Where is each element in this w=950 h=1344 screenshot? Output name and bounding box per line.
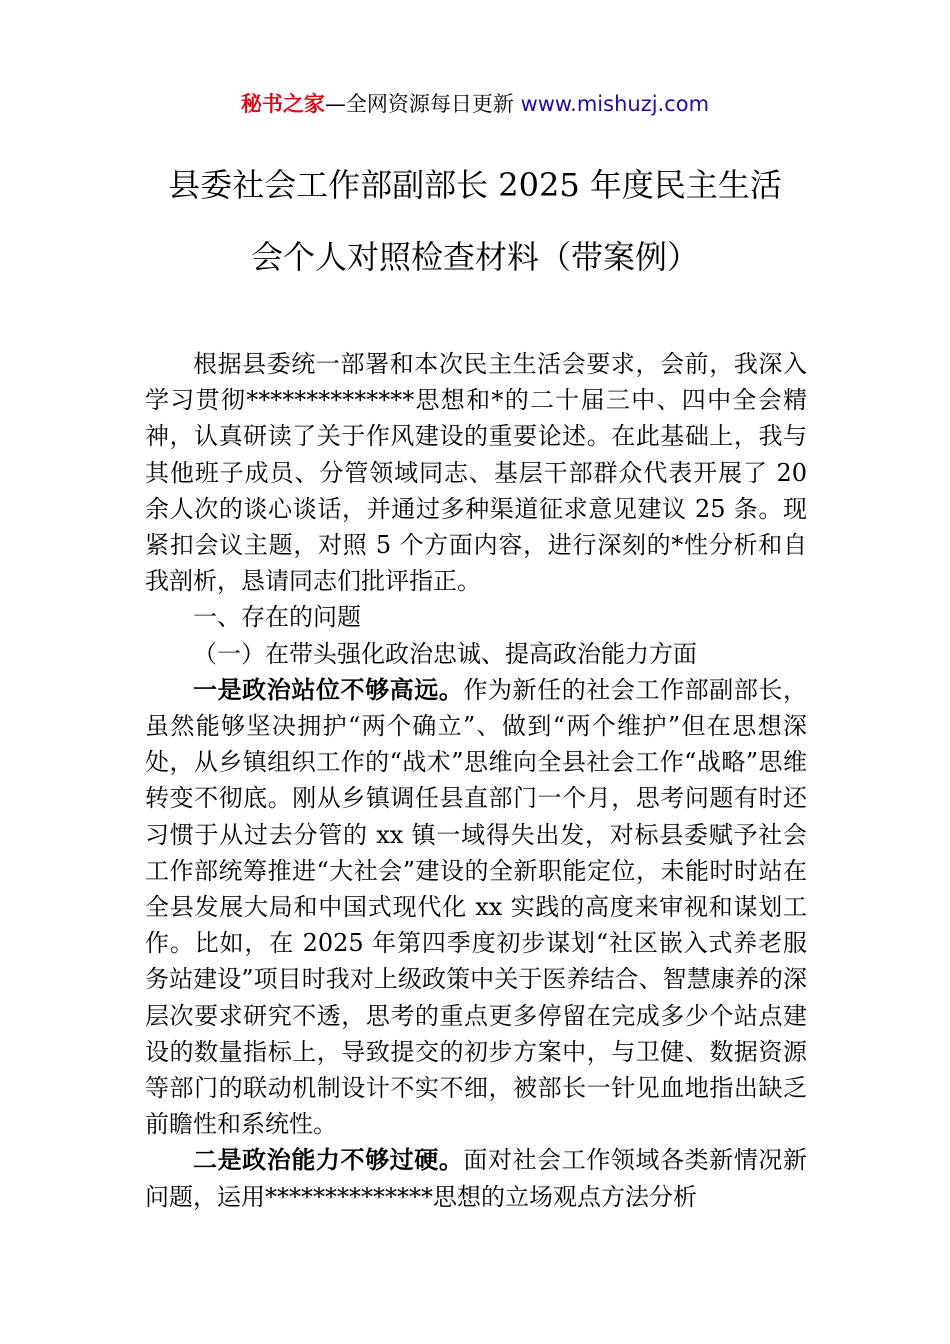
intro-paragraph: 根据县委统一部署和本次民主生活会要求，会前，我深入学习贯彻**************思想和*的二十届三中、四中全会精神，认真研读了关于作风建设的重要论述。在此基础上，我与其他班子成员、分管领域同志、基层干部群众代表开展了 20 余人次的谈心谈话，并通过多种渠道征求意见建议 25 条。现紧扣会议主题，对照 5 个方面内容，进行深刻的*性分析和自我剖析，恳请同志们批评指正。 (145, 350, 807, 596)
site-header (0, 88, 950, 120)
subsection-heading: （一）在带头强化政治忠诚、提高政治能力方面 (193, 639, 697, 668)
point-one-text: 作为新任的社会工作部副部长，虽然能够坚决拥护“两个确立”、做到“两个维护”但在思想深处，从乡镇组织工作的“战术”思维向全县社会工作“战略”思维转变不彻底。刚从乡镇调任县直部门一个月，思考问题有时还习惯于从过去分管的 xx 镇一域得失出发，对标县委赋予社会工作部统筹推进“大社会”建设的全新职能定位，未能时时站在全县发展大局和中国式现代化 xx 实践的高度来审视和谋划工作。比如，在 2025 年第四季度初步谋划“社区嵌入式养老服务站建设”项目时我对上级政策中关于医养结合、智慧康养的深层次要求研究不透，思考的重点更多停留在完成多少个站点建设的数量指标上，导致提交的初步方案中，与卫健、数据资源等部门的联动机制设计不实不细，被部长一针见血地指出缺乏前瞻性和系统性。 (145, 675, 808, 1139)
point-two-paragraph (145, 1142, 807, 1214)
document-body (145, 346, 807, 1215)
point-two-text: 面对社会工作领域各类新情况新问题，运用**************思想的立场观点方法分析 (145, 1146, 808, 1211)
site-brand: 秘书之家 (240, 92, 325, 116)
site-slogan: —全网资源每日更新 (324, 92, 514, 116)
title-line-2: 会个人对照检查材料（带案例） (250, 238, 699, 276)
document-title (100, 162, 850, 280)
title-line-1: 县委社会工作部副部长 2025 年度民主生活 (168, 166, 782, 204)
site-url-link[interactable]: www.mishuzj.com (520, 92, 710, 116)
section-heading: 一、存在的问题 (193, 603, 361, 632)
point-two-lead: 二是政治能力不够过硬。 (193, 1145, 464, 1175)
point-one-paragraph (145, 672, 807, 1143)
point-one-lead: 一是政治站位不够高远。 (193, 674, 464, 704)
